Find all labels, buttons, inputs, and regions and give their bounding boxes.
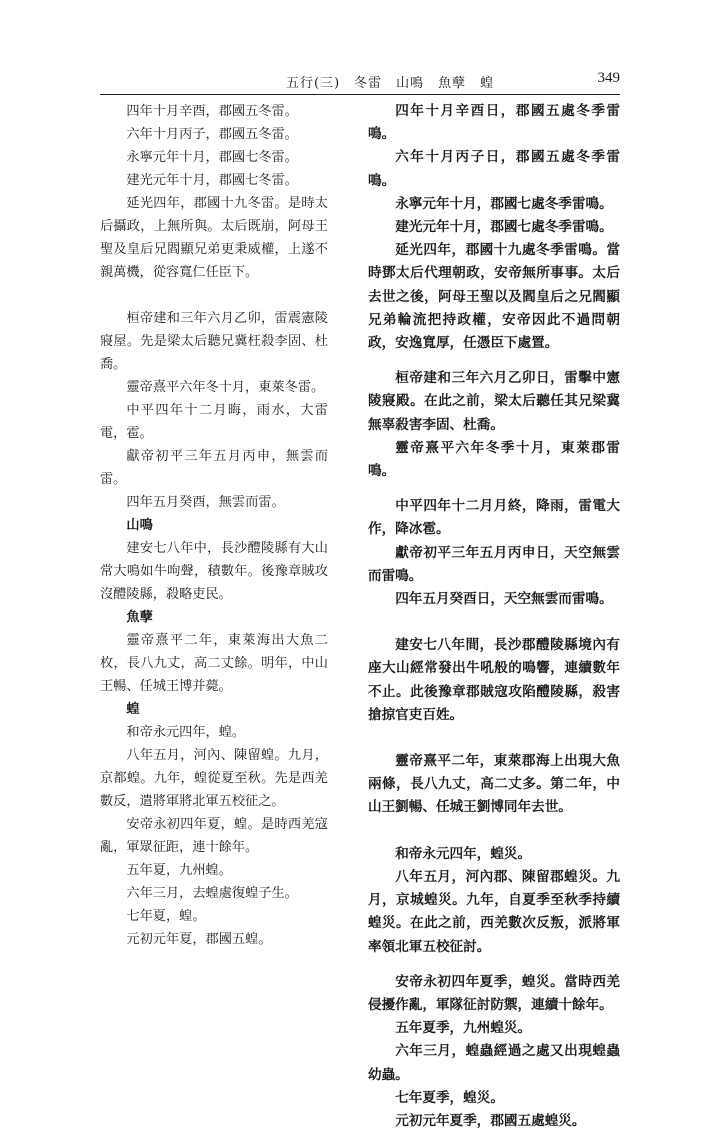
paragraph: 和帝永元四年，蝗。 [126, 725, 246, 740]
paragraph: 建安七八年中，長沙醴陵縣有大山常大鳴如牛呴聲，積數年。後豫章賊攻沒醴陵縣，殺略吏民。 [100, 541, 328, 602]
paragraph: 獻帝初平三年五月丙申日，天空無雲而雷鳴。 [368, 544, 620, 584]
paragraph: 靈帝熹平二年，東萊海出大魚二枚，長八九丈，高二丈餘。明年，中山王暢、任城王博并薨。 [100, 633, 328, 694]
paragraph: 七年夏季，蝗災。 [395, 1089, 504, 1106]
section-heading: 蝗 [126, 702, 140, 717]
classical-text-column [100, 100, 328, 980]
paragraph: 六年三月，蝗蟲經過之處又出現蝗蟲幼蟲。 [368, 1043, 620, 1083]
paragraph: 五年夏，九州蝗。 [126, 863, 232, 878]
paragraph: 永寧元年十月，郡國七冬雷。 [126, 150, 298, 165]
paragraph: 四年五月癸酉日，天空無雲而雷鳴。 [395, 591, 613, 608]
paragraph: 靈帝熹平六年冬十月，東萊冬雷。 [126, 380, 325, 395]
paragraph: 中平四年十二月晦，雨水，大雷電，雹。 [100, 403, 328, 441]
paragraph: 六年十月丙子，郡國五冬雷。 [126, 127, 298, 142]
paragraph: 六年三月，去蝗處復蝗子生。 [126, 886, 298, 901]
spacer [368, 959, 620, 971]
paragraph: 六年十月丙子日，郡國五處冬季雷鳴。 [368, 149, 620, 189]
paragraph: 靈帝熹平二年，東萊郡海上出現大魚兩條，長八九丈，高二丈多。第二年，中山王劉暢、任城王劉博同年去世。 [368, 753, 620, 816]
running-header [100, 68, 620, 95]
paragraph: 八年五月，河內郡、陳留郡蝗災。九月，京城蝗災。九年，自夏季至秋季持續蝗災。在此之前，西羌數次反叛，派將軍率領北軍五校征討。 [368, 868, 620, 955]
paragraph: 元初元年夏季，郡國五處蝗災。 [395, 1112, 586, 1129]
header-title: 五行(三) 冬雷 山鳴 魚孽 蝗 [286, 76, 495, 91]
spacer [368, 611, 620, 634]
paragraph: 桓帝建和三年六月乙卯，雷震憲陵寢屋。先是梁太后聽兄冀枉殺李固、杜喬。 [100, 311, 328, 372]
section-heading: 山鳴 [126, 518, 153, 533]
paragraph: 中平四年十二月月終，降雨，雷電大作，降冰雹。 [368, 498, 620, 538]
paragraph: 安帝永初四年夏季，蝗災。當時西羌侵擾作亂，軍隊征討防禦，連續十餘年。 [368, 973, 620, 1013]
paragraph: 建安七八年間，長沙郡醴陵縣境內有座大山經常發出牛吼般的鳴響，連續數年不止。此後豫章郡賊寇攻陷醴陵縣，殺害搶掠官吏百姓。 [368, 637, 620, 723]
paragraph: 獻帝初平三年五月丙申，無雲而雷。 [100, 449, 328, 487]
section-heading: 魚孽 [126, 610, 153, 625]
paragraph: 永寧元年十月，郡國七處冬季雷鳴。 [395, 195, 613, 212]
spacer [100, 284, 328, 307]
spacer [368, 483, 620, 495]
paragraph: 延光四年，郡國十九冬雷。是時太后攝政，上無所與。太后既崩，阿母王聖及皇后兄閻顯兄弟更秉威權，上遂不親萬機，從容寬仁任臣下。 [100, 196, 328, 280]
paragraph: 桓帝建和三年六月乙卯日，雷擊中憲陵寢殿。在此之前，梁太后聽任其兄梁冀無辜殺害李固、杜喬。 [368, 370, 620, 433]
paragraph: 七年夏，蝗。 [126, 909, 206, 924]
paragraph: 延光四年，郡國十九處冬季雷鳴。當時鄧太后代理朝政，安帝無所事事。太后去世之後，阿母王聖以及閻皇后之兄閻顯兄弟輪流把持政權，安帝因此不過問朝政，安逸寬厚，任憑臣下處置。 [368, 242, 620, 352]
paragraph: 靈帝熹平六年冬季十月，東萊郡雷鳴。 [368, 439, 620, 480]
paragraph: 安帝永初四年夏，蝗。是時西羌寇亂，軍眾征距，連十餘年。 [100, 817, 328, 855]
paragraph: 八年五月，河內、陳留蝗。九月，京都蝗。九年，蝗從夏至秋。先是西羌數反，遣將軍將北軍五校征之。 [100, 748, 328, 809]
page-number: 349 [597, 70, 620, 86]
paragraph: 建光元年十月，郡國七冬雷。 [126, 173, 298, 188]
paragraph: 建光元年十月，郡國七處冬季雷鳴。 [395, 219, 613, 236]
spacer [368, 355, 620, 367]
paragraph: 四年十月辛酉日，郡國五處冬季雷鳴。 [368, 103, 620, 143]
translation-column [368, 100, 620, 1129]
paragraph: 元初元年夏，郡國五蝗。 [126, 932, 272, 947]
paragraph: 和帝永元四年，蝗災。 [395, 845, 532, 862]
paragraph: 五年夏季，九州蝗災。 [395, 1020, 532, 1037]
spacer [368, 820, 620, 843]
spacer [368, 727, 620, 750]
paragraph: 四年五月癸酉，無雲而雷。 [126, 495, 285, 510]
paragraph: 四年十月辛酉，郡國五冬雷。 [126, 104, 298, 119]
